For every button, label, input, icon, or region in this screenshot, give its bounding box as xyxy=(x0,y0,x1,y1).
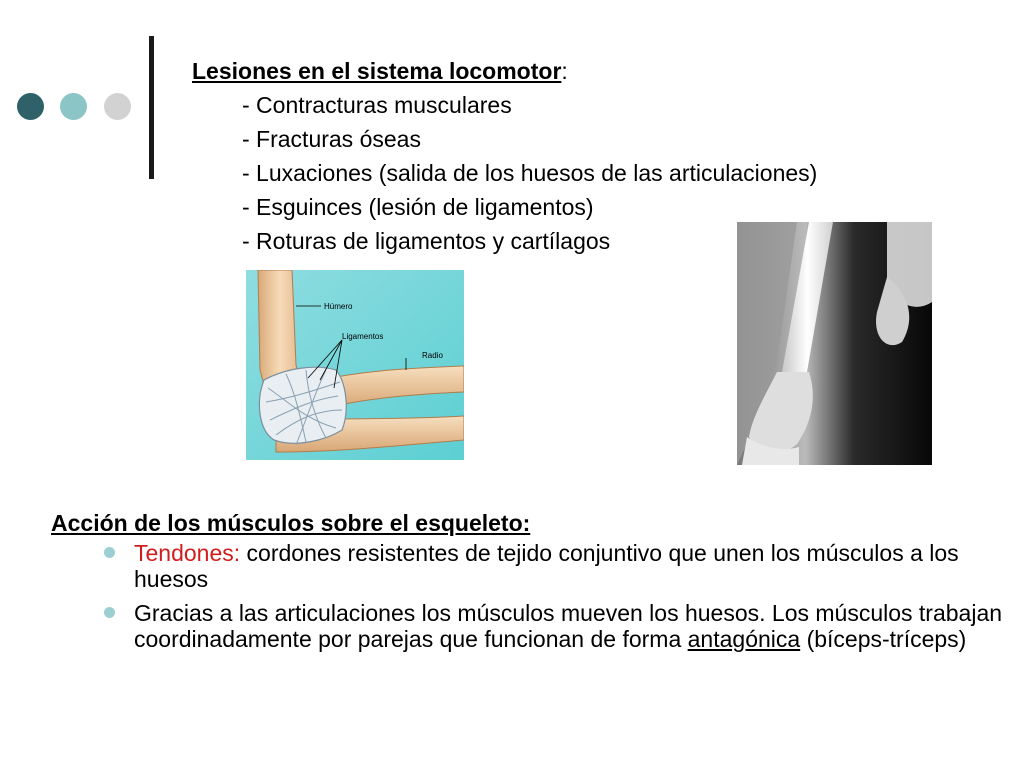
accion-section xyxy=(51,508,1016,660)
lesion-item-luxaciones: - Luxaciones (salida de los huesos de las articulaciones) xyxy=(242,160,818,186)
lesiones-section xyxy=(192,54,817,258)
lesiones-heading xyxy=(192,54,817,88)
lesion-item-esguinces: - Esguinces (lesión de ligamentos) xyxy=(242,194,594,220)
grey-dot xyxy=(104,93,131,120)
biceps-triceps-text: (bíceps-tríceps) xyxy=(800,626,967,652)
bullet-dot xyxy=(104,547,115,558)
tendones-term: Tendones: xyxy=(134,540,241,566)
tendones-text: cordones resistentes de tejido conjuntivo que unen los músculos a los huesos xyxy=(134,540,959,592)
articulaciones-text: Gracias a las articulaciones los músculos mueven los huesos. Los músculos trabajan coordinadamente por parejas que funcionan de forma xyxy=(134,600,1003,652)
bullet-dot xyxy=(104,607,115,618)
lesiones-title: Lesiones en el sistema locomotor xyxy=(192,58,562,84)
accion-bullet-articulaciones xyxy=(51,600,1016,652)
lesion-item-roturas: - Roturas de ligamentos y cartílagos xyxy=(242,228,611,254)
lesion-item-contracturas: - Contracturas musculares xyxy=(242,92,512,118)
antagonica-term: antagónica xyxy=(687,626,801,652)
vertical-divider xyxy=(149,36,154,179)
lesiones-colon: : xyxy=(561,58,568,84)
dark-teal-dot xyxy=(17,93,44,120)
bone-xray-image xyxy=(737,222,932,465)
radio-label: Radio xyxy=(422,351,443,360)
elbow-ligament-diagram xyxy=(246,270,464,460)
accion-heading: Acción de los músculos sobre el esqueleto: xyxy=(51,510,531,536)
accion-bullet-tendones xyxy=(51,540,1016,592)
accion-list xyxy=(51,540,1016,652)
lesion-item-fracturas: - Fracturas óseas xyxy=(242,126,421,152)
ligamentos-label: Ligamentos xyxy=(342,332,384,341)
humero-label: Húmero xyxy=(324,302,353,311)
lesiones-list xyxy=(192,88,817,258)
light-teal-dot xyxy=(60,93,87,120)
